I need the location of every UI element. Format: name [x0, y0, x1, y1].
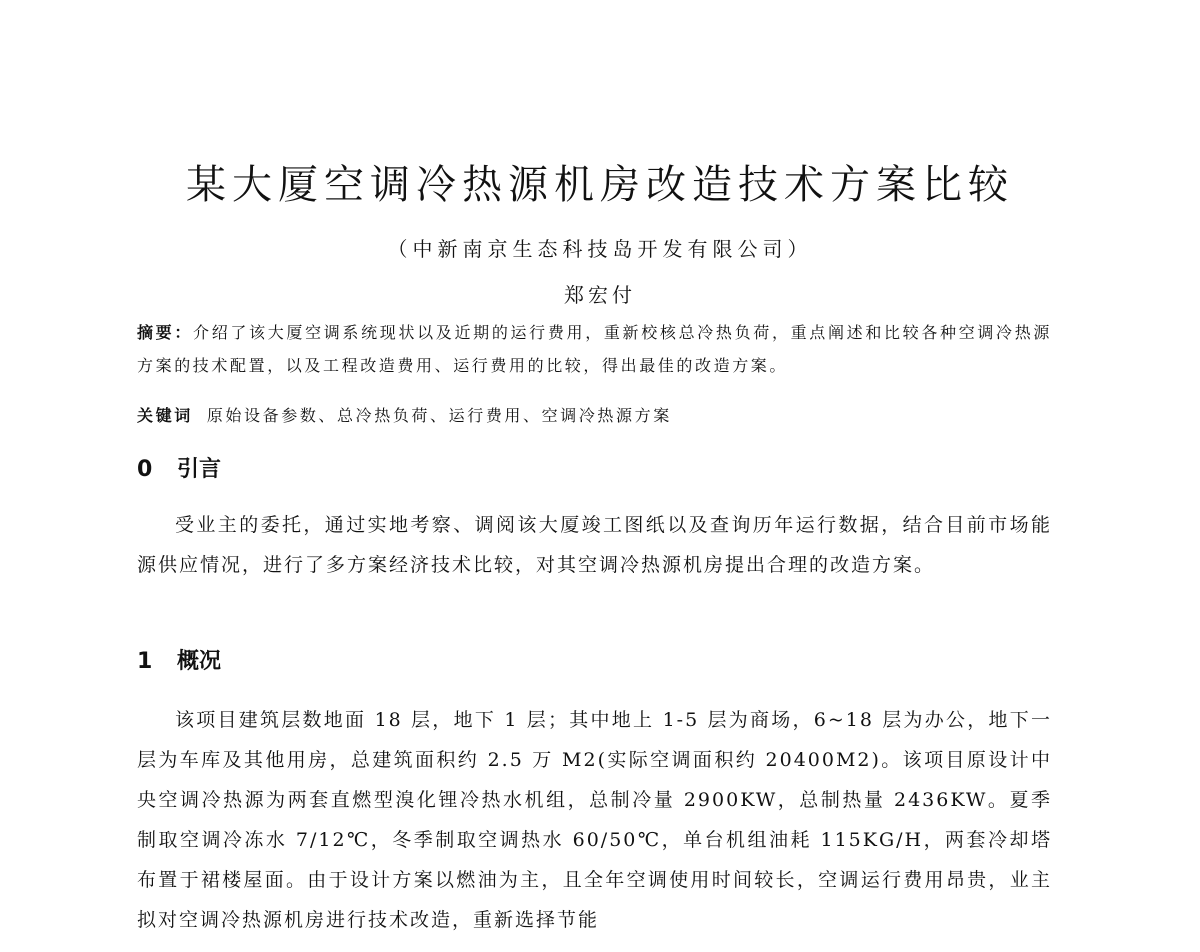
overview-paragraph: 该项目建筑层数地面 18 层，地下 1 层；其中地上 1-5 层为商场，6~18 层为办公，地下一层为车库及其他用房，总建筑面积约 2.5 万 M2(实际空调面积约 20400M2)。该项目原设计中央空调冷热源为两套直燃型溴化锂冷热水机组，总制冷量 2900KW，总制热量 2436KW。夏季制取空调冷冻水 7/12℃，冬季制取空调热水 60/50℃，单台机组油耗 115KG/H，两套冷却塔布置于裙楼屋面。由于设计方案以燃油为主，且全年空调使用时间较长，空调运行费用昂贵，业主拟对空调冷热源机房进行技术改造，重新选择节能 [137, 709, 1052, 931]
abstract-text: 介绍了该大厦空调系统现状以及近期的运行费用，重新校核总冷热负荷，重点阐述和比较各种空调冷热源方案的技术配置，以及工程改造费用、运行费用的比较，得出最佳的改造方案。 [137, 323, 1052, 375]
introduction-paragraph: 受业主的委托，通过实地考察、调阅该大厦竣工图纸以及查询历年运行数据，结合目前市场能源供应情况，进行了多方案经济技术比较，对其空调冷热源机房提出合理的改造方案。 [137, 514, 1052, 576]
section-heading-overview [137, 646, 221, 678]
section-number: 0 [137, 457, 153, 482]
section-title: 概况 [177, 649, 222, 674]
section-title: 引言 [177, 457, 222, 482]
paper-title: 某大厦空调冷热源机房改造技术方案比较 [186, 162, 1014, 208]
keywords-label: 关键词 [137, 406, 193, 425]
author-affiliation: （中新南京生态科技岛开发有限公司） [387, 237, 813, 261]
abstract [137, 316, 1052, 382]
abstract-label: 摘要： [137, 323, 194, 342]
keywords-text: 原始设备参数、总冷热负荷、运行费用、空调冷热源方案 [206, 406, 672, 425]
section-heading-introduction [137, 454, 221, 486]
section-number: 1 [137, 649, 153, 674]
keywords [137, 400, 1052, 432]
author-name: 郑宏付 [564, 283, 636, 307]
